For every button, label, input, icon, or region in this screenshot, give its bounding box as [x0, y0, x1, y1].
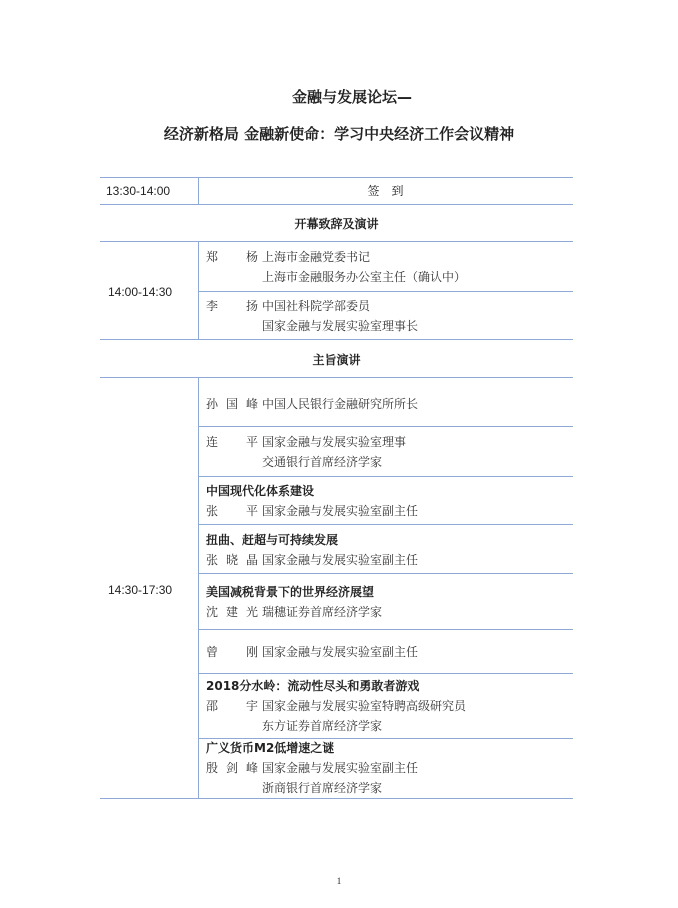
- speaker-name: 李 扬: [206, 299, 258, 313]
- table-rule: [100, 339, 573, 340]
- speaker-name: 曾 刚: [206, 645, 258, 659]
- table-rule: [198, 629, 573, 630]
- speaker-title: 国家金融与发展实验室特聘高级研究员: [262, 699, 467, 713]
- speaker-title: 交通银行首席经济学家: [262, 455, 383, 469]
- page-number: 1: [336, 876, 342, 886]
- speaker-name: 邵 宇: [206, 699, 258, 713]
- table-rule: [198, 524, 573, 525]
- table-column-rule: [198, 241, 199, 339]
- speaker-title: 上海市金融党委书记: [262, 250, 371, 264]
- document-title-line1: 金融与发展论坛—: [291, 88, 412, 106]
- speaker-name: 孙国峰: [206, 397, 258, 411]
- table-rule: [100, 241, 573, 242]
- speaker-name: 张 平: [206, 504, 258, 518]
- time-signin: 13:30-14:00: [106, 184, 171, 198]
- speaker-title: 东方证券首席经济学家: [262, 719, 383, 733]
- speaker-title: 国家金融与发展实验室副主任: [262, 553, 419, 567]
- speaker-name: 殷剑峰: [206, 761, 258, 775]
- talk-topic: 中国现代化体系建设: [206, 484, 315, 498]
- speaker-title: 中国社科院学部委员: [262, 299, 371, 313]
- speaker-name: 沈建光: [206, 605, 258, 619]
- table-rule: [100, 204, 573, 205]
- talk-topic: 广义货币M2低增速之谜: [206, 741, 335, 755]
- speaker-name: 张晓晶: [206, 553, 258, 567]
- speaker-name: 郑 杨: [206, 250, 258, 264]
- table-rule: [100, 177, 573, 178]
- table-rule: [198, 291, 573, 292]
- speaker-title: 国家金融与发展实验室理事: [262, 435, 407, 449]
- speaker-title: 浙商银行首席经济学家: [262, 781, 383, 795]
- table-rule: [198, 673, 573, 674]
- section-opening: 开幕致辞及演讲: [294, 217, 379, 231]
- speaker-title: 上海市金融服务办公室主任（确认中）: [262, 270, 467, 284]
- table-rule: [198, 573, 573, 574]
- speaker-title: 瑞穗证券首席经济学家: [262, 605, 383, 619]
- table-rule: [100, 798, 573, 799]
- speaker-name: 连 平: [206, 435, 258, 449]
- talk-topic: 扭曲、赶超与可持续发展: [206, 533, 339, 547]
- document-title-line2: 经济新格局 金融新使命：学习中央经济工作会议精神: [163, 125, 515, 143]
- table-rule: [198, 476, 573, 477]
- speaker-title: 中国人民银行金融研究所所长: [262, 397, 419, 411]
- time-keynote: 14:30-17:30: [108, 583, 173, 597]
- talk-topic: 美国减税背景下的世界经济展望: [206, 585, 375, 599]
- table-column-rule: [198, 377, 199, 798]
- speaker-title: 国家金融与发展实验室副主任: [262, 504, 419, 518]
- table-rule: [100, 377, 573, 378]
- section-keynote: 主旨演讲: [312, 353, 361, 367]
- table-rule: [198, 426, 573, 427]
- time-opening: 14:00-14:30: [108, 285, 173, 299]
- talk-topic: 2018分水岭：流动性尽头和勇敢者游戏: [206, 679, 420, 693]
- speaker-title: 国家金融与发展实验室理事长: [262, 319, 419, 333]
- speaker-title: 国家金融与发展实验室副主任: [262, 645, 419, 659]
- signin-label: 签 到: [367, 184, 404, 198]
- speaker-title: 国家金融与发展实验室副主任: [262, 761, 419, 775]
